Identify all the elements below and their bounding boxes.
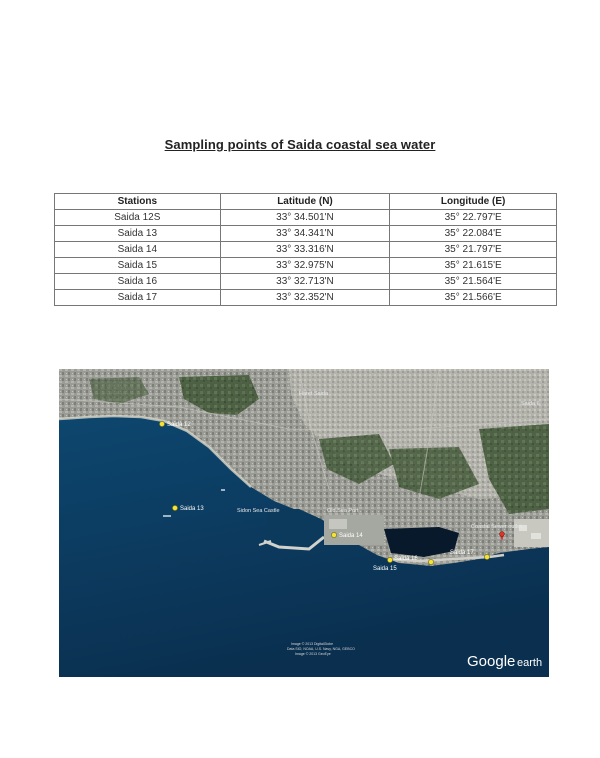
- marker-label: Saida 17: [450, 550, 474, 556]
- station-latitude: 33° 32.713'N: [220, 274, 390, 290]
- logo-earth: earth: [517, 657, 543, 669]
- imagery-credit: Data SIO, NOAA, U.S. Navy, NGA, GEBCO: [287, 647, 355, 651]
- imagery-credit: Image © 2013 DigitalGlobe: [291, 642, 334, 646]
- header-longitude: Longitude (E): [390, 194, 557, 210]
- marker-label: Saida 14: [339, 533, 363, 539]
- place-label: Sidon Sea Castle: [237, 508, 280, 514]
- place-label: Coastal Sewer outlet: [471, 524, 522, 530]
- marker-label: Saida 15: [373, 566, 397, 572]
- station-longitude: 35° 22.797'E: [390, 210, 557, 226]
- marker-label: Saida 12: [167, 422, 191, 428]
- page-title: Sampling points of Saida coastal sea water: [164, 137, 436, 152]
- place-label: Old Sea Port: [327, 508, 359, 514]
- table-row: [55, 210, 557, 226]
- satellite-map: [59, 369, 549, 677]
- station-name: Saida 15: [55, 258, 221, 274]
- table-row: [55, 226, 557, 242]
- imagery-credit: Image © 2013 GeoEye: [295, 652, 331, 656]
- station-name: Saida 17: [55, 290, 221, 306]
- station-name: Saida 12S: [55, 210, 221, 226]
- station-latitude: 33° 34.501'N: [220, 210, 390, 226]
- satellite-map-image: [59, 369, 549, 677]
- stations-table: [54, 193, 557, 306]
- marker-label: Saida 13: [180, 506, 204, 512]
- table-header-row: [55, 194, 557, 210]
- station-name: Saida 14: [55, 242, 221, 258]
- place-label: Saida 6: [521, 401, 540, 407]
- station-longitude: 35° 21.564'E: [390, 274, 557, 290]
- station-name: Saida 16: [55, 274, 221, 290]
- table-row: [55, 290, 557, 306]
- station-latitude: 33° 33.316'N: [220, 242, 390, 258]
- marker-label: Saida 16: [394, 556, 418, 562]
- station-longitude: 35° 21.615'E: [390, 258, 557, 274]
- table-row: [55, 258, 557, 274]
- station-latitude: 33° 32.975'N: [220, 258, 390, 274]
- table-row: [55, 274, 557, 290]
- table-row: [55, 242, 557, 258]
- header-latitude: Latitude (N): [220, 194, 390, 210]
- station-longitude: 35° 21.566'E: [390, 290, 557, 306]
- station-name: Saida 13: [55, 226, 221, 242]
- logo-google: Google: [467, 653, 516, 670]
- station-longitude: 35° 22.084'E: [390, 226, 557, 242]
- station-latitude: 33° 32.352'N: [220, 290, 390, 306]
- station-latitude: 33° 34.341'N: [220, 226, 390, 242]
- header-stations: Stations: [55, 194, 221, 210]
- station-longitude: 35° 21.797'E: [390, 242, 557, 258]
- place-label: Haret Saida: [299, 391, 329, 397]
